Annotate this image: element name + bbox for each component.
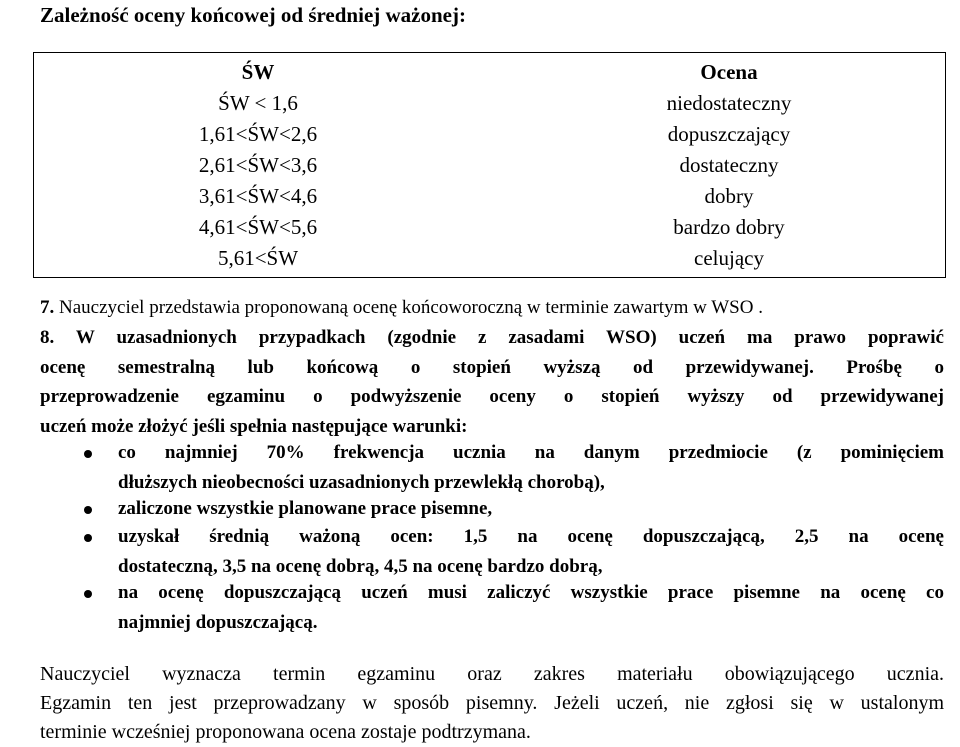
item-text-line: przeprowadzenie egzaminu o podwyższenie oceny o stopień wyższy od przewidywanej xyxy=(40,386,944,407)
closing-line: Nauczyciel wyznacza termin egzaminu oraz zakres materiału obowiązującego ucznia. xyxy=(40,663,944,685)
list-item: co najmniej 70% frekwencja ucznia na danym przedmiocie (z pominięciem dłuższych nieobecności uzasadnionych przewlekłą chorobą), xyxy=(80,438,944,498)
item-number: 7. xyxy=(40,297,55,318)
bullet-icon xyxy=(84,506,92,514)
ocena-header: Ocena xyxy=(700,60,758,84)
ocena-cell: niedostateczny xyxy=(666,91,792,115)
ocena-cell: dostateczny xyxy=(679,153,779,177)
item-text-line: ocenę semestralną lub końcową o stopień wyższą od przewidywanej. Prośbę o xyxy=(40,356,944,378)
ocena-cell: dopuszczający xyxy=(667,122,791,146)
sw-header: ŚW xyxy=(241,60,275,84)
list-item: uzyskał średnią ważoną ocen: 1,5 na ocenę dopuszczającą, 2,5 na ocenę dostateczną, 3,5 na ocenę dobrą, 4,5 na ocenę bardzo dobrą, xyxy=(80,522,944,582)
item-text-line: uczeń może złożyć jeśli spełnia następujące warunki: xyxy=(40,415,468,437)
sw-column xyxy=(178,57,338,274)
item-7 xyxy=(40,293,944,323)
closing-paragraph xyxy=(40,660,944,747)
sw-cell: 5,61<ŚW xyxy=(217,246,299,270)
sw-cell: 4,61<ŚW<5,6 xyxy=(198,215,318,239)
item-text-line: W uzasadnionych przypadkach (zgodnie z zasadami WSO) uczeń ma prawo poprawić xyxy=(75,327,944,348)
conditions-list xyxy=(80,578,944,638)
list-item: zaliczone wszystkie planowane prace pisemne, xyxy=(80,494,944,524)
ocena-cell: celujący xyxy=(694,246,764,270)
item-number: 8. xyxy=(40,327,55,348)
bullet-icon xyxy=(84,450,92,458)
conditions-list xyxy=(80,522,944,582)
item-8 xyxy=(40,323,944,441)
ocena-cell: dobry xyxy=(704,184,754,208)
list-item: na ocenę dopuszczającą uczeń musi zaliczyć wszystkie prace pisemne na ocenę co najmniej dopuszczającą. xyxy=(80,578,944,638)
sw-cell: ŚW < 1,6 xyxy=(218,91,298,115)
bullet-icon xyxy=(84,534,92,542)
conditions-list xyxy=(80,438,944,498)
section-heading: Zależność oceny końcowej od średniej ważonej: xyxy=(40,3,466,27)
conditions-list xyxy=(80,494,944,524)
sw-cell: 3,61<ŚW<4,6 xyxy=(198,184,318,208)
bullet-icon xyxy=(84,590,92,598)
sw-cell: 1,61<ŚW<2,6 xyxy=(198,122,318,146)
grade-table xyxy=(33,52,946,278)
sw-cell: 2,61<ŚW<3,6 xyxy=(198,153,318,177)
ocena-column xyxy=(634,57,824,274)
closing-line: terminie wcześniej proponowana ocena zostaje podtrzymana. xyxy=(40,721,531,743)
ocena-cell: bardzo dobry xyxy=(673,215,785,239)
item-text: Nauczyciel przedstawia proponowaną ocenę końcoworoczną w terminie zawartym w WSO . xyxy=(59,297,763,318)
closing-line: Egzamin ten jest przeprowadzany w sposób pisemny. Jeżeli uczeń, nie zgłosi się w ustalonym xyxy=(40,692,944,714)
